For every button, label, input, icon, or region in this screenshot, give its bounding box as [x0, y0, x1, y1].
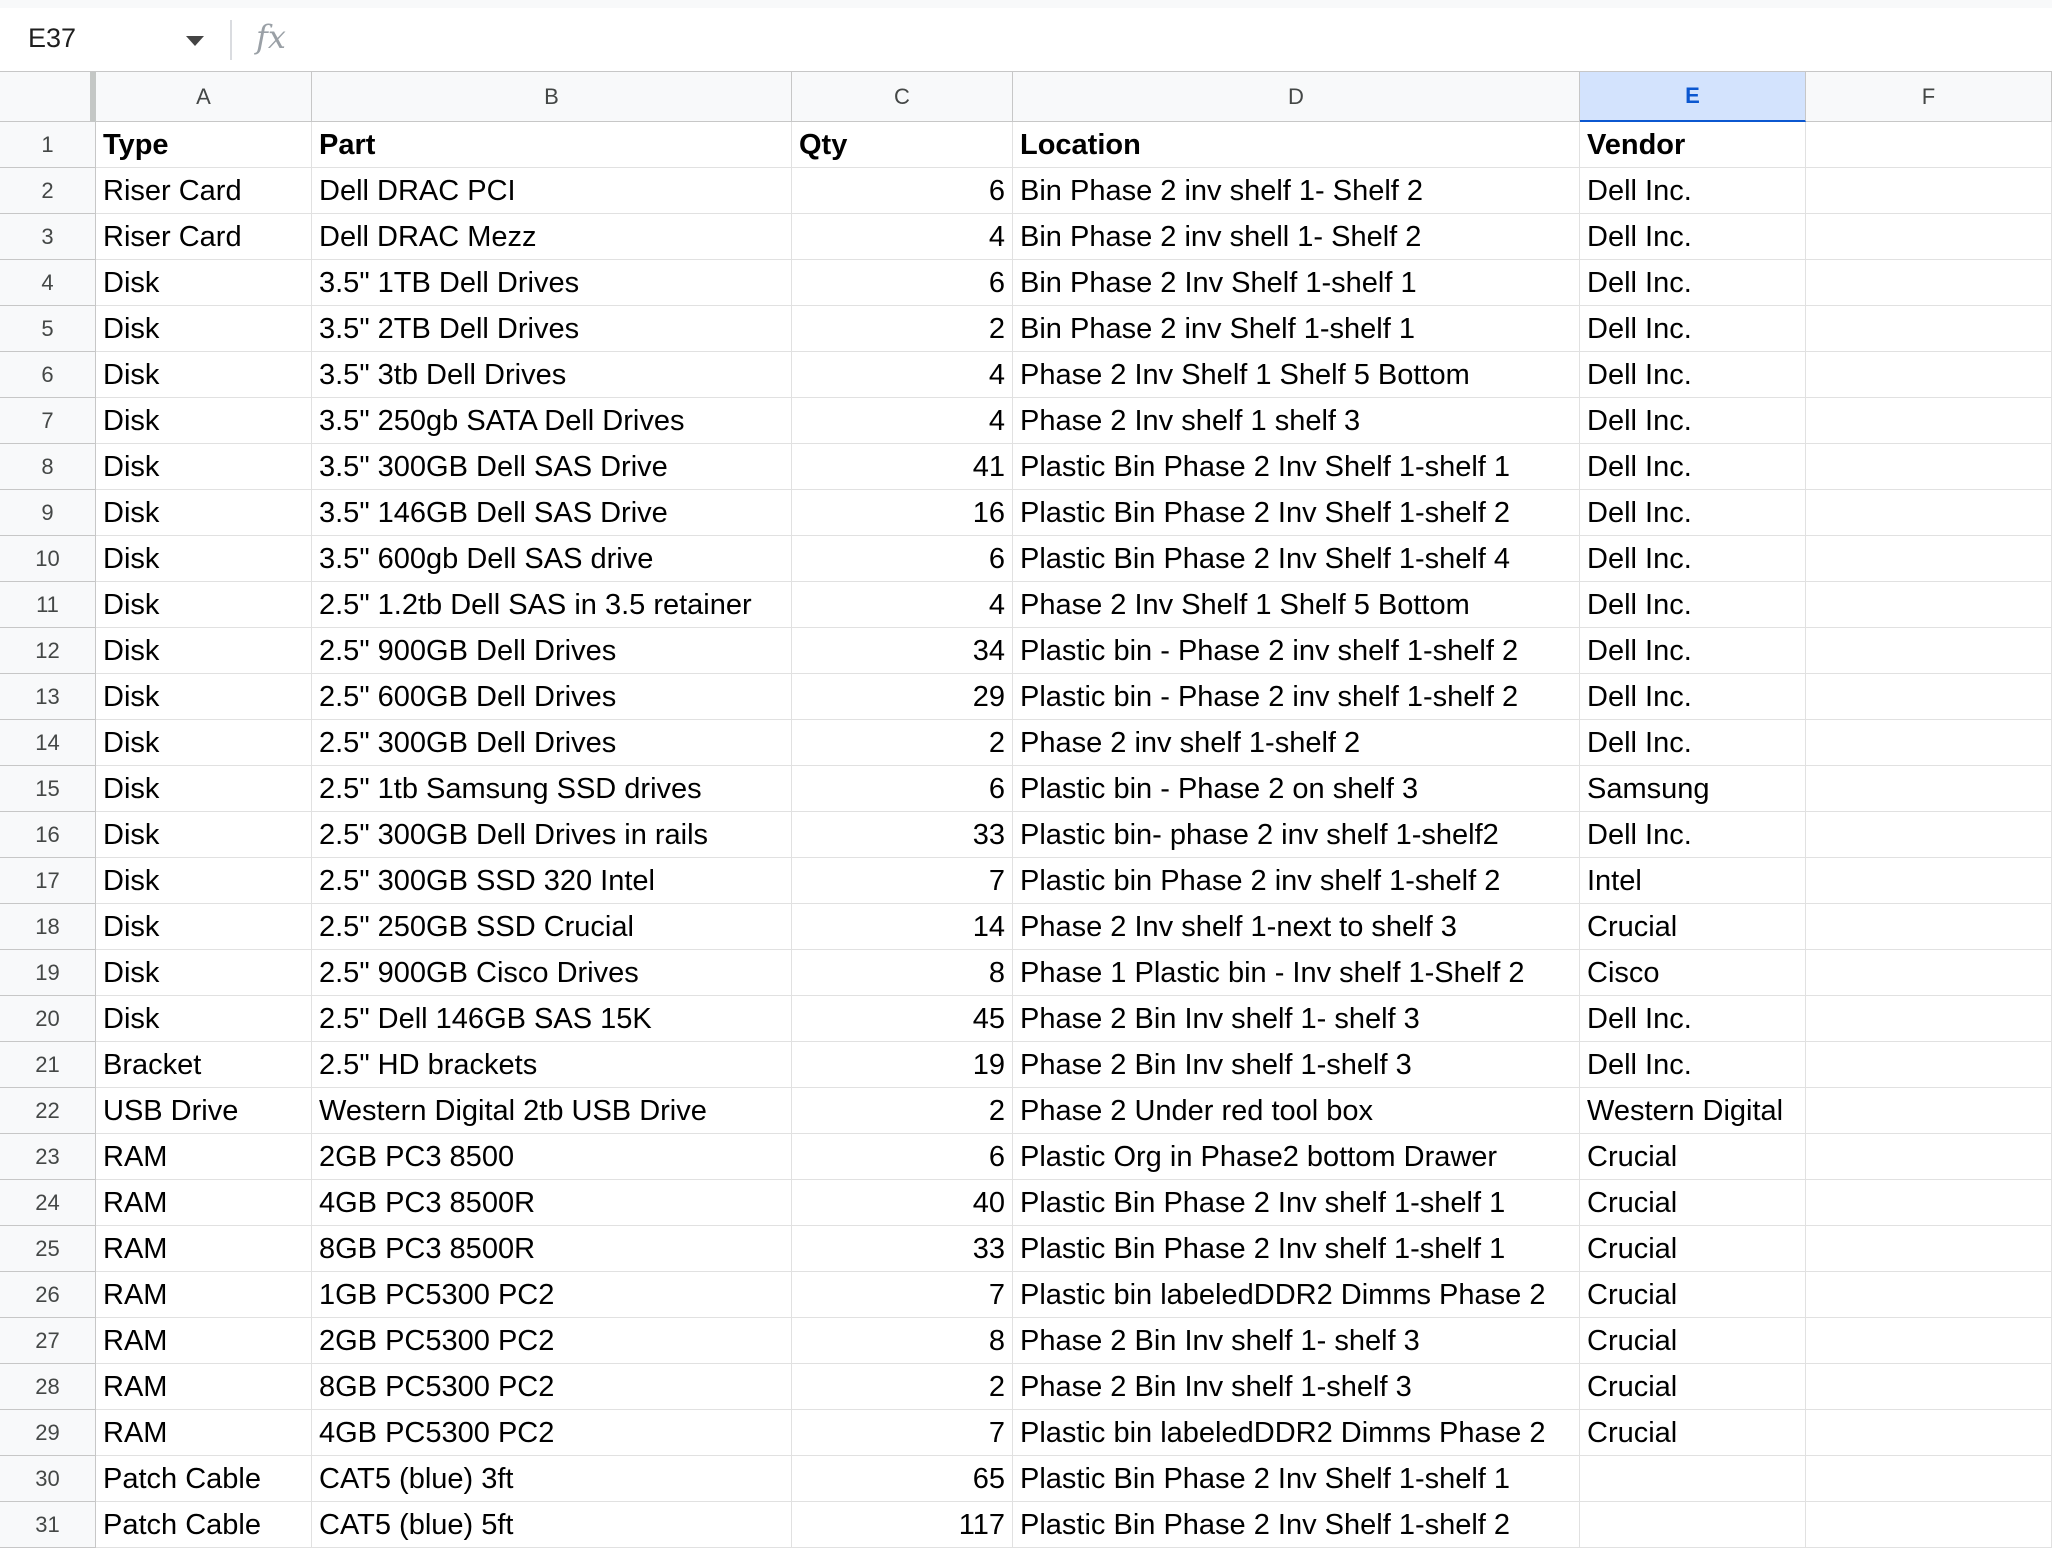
cell-empty[interactable] [1806, 1502, 2052, 1548]
cell-location[interactable]: Phase 2 Inv Shelf 1 Shelf 5 Bottom [1013, 352, 1580, 398]
row-header[interactable]: 1 [0, 122, 96, 168]
cell-qty[interactable]: 33 [792, 1226, 1013, 1272]
cell-empty[interactable] [1806, 1134, 2052, 1180]
row-header[interactable]: 11 [0, 582, 96, 628]
chevron-down-icon[interactable] [186, 36, 204, 46]
cell-empty[interactable] [1806, 398, 2052, 444]
cell-type[interactable]: Riser Card [96, 214, 312, 260]
cell-location[interactable]: Phase 2 inv shelf 1-shelf 2 [1013, 720, 1580, 766]
cell-empty[interactable] [1806, 1364, 2052, 1410]
cell-part[interactable]: 2GB PC5300 PC2 [312, 1318, 792, 1364]
cell-vendor[interactable]: Dell Inc. [1580, 536, 1806, 582]
cell-empty[interactable] [1806, 766, 2052, 812]
cell-location[interactable]: Bin Phase 2 inv shell 1- Shelf 2 [1013, 214, 1580, 260]
cell-vendor[interactable]: Crucial [1580, 1318, 1806, 1364]
cell-vendor[interactable]: Dell Inc. [1580, 260, 1806, 306]
cell-type[interactable]: RAM [96, 1134, 312, 1180]
table-row [0, 214, 2052, 260]
cell-part[interactable]: 2.5" 300GB SSD 320 Intel [312, 858, 792, 904]
cell-qty[interactable]: 4 [792, 582, 1013, 628]
cell-type[interactable]: Disk [96, 398, 312, 444]
cell-type[interactable]: Disk [96, 306, 312, 352]
cell-header-location[interactable]: Location [1013, 122, 1580, 168]
cell-type[interactable]: Disk [96, 582, 312, 628]
column-header-b[interactable]: B [312, 72, 792, 122]
cell-location[interactable]: Plastic bin - Phase 2 on shelf 3 [1013, 766, 1580, 812]
cell-part[interactable]: 3.5" 3tb Dell Drives [312, 352, 792, 398]
cell-part[interactable]: Dell DRAC PCI [312, 168, 792, 214]
cell-type[interactable]: Disk [96, 352, 312, 398]
cell-location[interactable]: Phase 2 Bin Inv shelf 1-shelf 3 [1013, 1364, 1580, 1410]
cell-type[interactable]: Disk [96, 858, 312, 904]
cell-qty[interactable]: 4 [792, 398, 1013, 444]
cell-empty[interactable] [1806, 352, 2052, 398]
formula-input[interactable] [312, 14, 2032, 62]
cell-empty[interactable] [1806, 1180, 2052, 1226]
cell-location[interactable]: Plastic bin Phase 2 inv shelf 1-shelf 2 [1013, 858, 1580, 904]
row-header[interactable]: 26 [0, 1272, 96, 1318]
cell-empty[interactable] [1806, 1042, 2052, 1088]
cell-type[interactable]: Patch Cable [96, 1502, 312, 1548]
row-header[interactable]: 9 [0, 490, 96, 536]
cell-vendor[interactable]: Dell Inc. [1580, 306, 1806, 352]
cell-qty[interactable]: 7 [792, 858, 1013, 904]
cell-empty[interactable] [1806, 214, 2052, 260]
table-row [0, 1134, 2052, 1180]
cell-part[interactable]: 2.5" 1.2tb Dell SAS in 3.5 retainer [312, 582, 792, 628]
cell-qty[interactable]: 6 [792, 1134, 1013, 1180]
table-row [0, 996, 2052, 1042]
cell-empty[interactable] [1806, 812, 2052, 858]
cell-location[interactable]: Phase 2 Bin Inv shelf 1- shelf 3 [1013, 1318, 1580, 1364]
cell-vendor[interactable]: Dell Inc. [1580, 582, 1806, 628]
cell-location[interactable]: Plastic Bin Phase 2 Inv Shelf 1-shelf 4 [1013, 536, 1580, 582]
cell-part[interactable]: 2.5" 300GB Dell Drives [312, 720, 792, 766]
cell-vendor[interactable]: Crucial [1580, 1410, 1806, 1456]
cell-qty[interactable]: 6 [792, 260, 1013, 306]
cell-location[interactable]: Phase 2 Bin Inv shelf 1- shelf 3 [1013, 996, 1580, 1042]
column-header-c[interactable]: C [792, 72, 1013, 122]
cell-part[interactable]: 2.5" 250GB SSD Crucial [312, 904, 792, 950]
cell-vendor[interactable]: Crucial [1580, 1226, 1806, 1272]
table-row [0, 582, 2052, 628]
row-header[interactable]: 27 [0, 1318, 96, 1364]
cell-empty[interactable] [1806, 720, 2052, 766]
cell-qty[interactable]: 8 [792, 1318, 1013, 1364]
toolbar-edge [0, 0, 2052, 8]
table-row [0, 1502, 2052, 1548]
table-row [0, 628, 2052, 674]
name-box[interactable] [0, 10, 218, 66]
cell-header-type[interactable]: Type [96, 122, 312, 168]
cell-part[interactable]: 2.5" 900GB Cisco Drives [312, 950, 792, 996]
cell-qty[interactable]: 16 [792, 490, 1013, 536]
cell-type[interactable]: RAM [96, 1364, 312, 1410]
table-row [0, 720, 2052, 766]
cell-part[interactable]: 3.5" 600gb Dell SAS drive [312, 536, 792, 582]
table-row [0, 168, 2052, 214]
cell-qty[interactable]: 19 [792, 1042, 1013, 1088]
cell-part[interactable]: 8GB PC3 8500R [312, 1226, 792, 1272]
cell-part[interactable]: 3.5" 1TB Dell Drives [312, 260, 792, 306]
cell-type[interactable]: Disk [96, 812, 312, 858]
row-header[interactable]: 30 [0, 1456, 96, 1502]
row-header[interactable]: 19 [0, 950, 96, 996]
cell-part[interactable]: 4GB PC5300 PC2 [312, 1410, 792, 1456]
cell-part[interactable]: 2.5" HD brackets [312, 1042, 792, 1088]
cell-location[interactable]: Plastic Bin Phase 2 Inv shelf 1-shelf 1 [1013, 1226, 1580, 1272]
cell-location[interactable]: Plastic bin - Phase 2 inv shelf 1-shelf 2 [1013, 628, 1580, 674]
row-header[interactable]: 10 [0, 536, 96, 582]
cell-type[interactable]: Disk [96, 628, 312, 674]
table-row [0, 1042, 2052, 1088]
cell-vendor[interactable]: Dell Inc. [1580, 674, 1806, 720]
cell-qty[interactable]: 8 [792, 950, 1013, 996]
table-row [0, 1226, 2052, 1272]
row-header[interactable]: 8 [0, 444, 96, 490]
fx-icon: fx [256, 18, 286, 56]
row-header[interactable]: 28 [0, 1364, 96, 1410]
table-row [0, 812, 2052, 858]
row-header[interactable]: 14 [0, 720, 96, 766]
cell-vendor[interactable]: Intel [1580, 858, 1806, 904]
cell-vendor[interactable]: Dell Inc. [1580, 490, 1806, 536]
row-header[interactable]: 5 [0, 306, 96, 352]
cell-type[interactable]: Disk [96, 766, 312, 812]
cell-vendor[interactable]: Samsung [1580, 766, 1806, 812]
cell-vendor[interactable]: Dell Inc. [1580, 352, 1806, 398]
row-header[interactable]: 21 [0, 1042, 96, 1088]
cell-vendor[interactable]: Dell Inc. [1580, 168, 1806, 214]
cell-part[interactable]: 2GB PC3 8500 [312, 1134, 792, 1180]
cell-vendor[interactable]: Crucial [1580, 1364, 1806, 1410]
cell-part[interactable]: 3.5" 2TB Dell Drives [312, 306, 792, 352]
cell-vendor[interactable]: Dell Inc. [1580, 996, 1806, 1042]
row-header[interactable]: 15 [0, 766, 96, 812]
cell-vendor[interactable]: Dell Inc. [1580, 214, 1806, 260]
table-row [0, 398, 2052, 444]
cell-location[interactable]: Plastic Bin Phase 2 Inv Shelf 1-shelf 1 [1013, 1456, 1580, 1502]
row-header[interactable]: 18 [0, 904, 96, 950]
cell-empty[interactable] [1806, 1410, 2052, 1456]
table-row [0, 1088, 2052, 1134]
cell-empty[interactable] [1806, 858, 2052, 904]
table-row [0, 1318, 2052, 1364]
cell-qty[interactable]: 2 [792, 1364, 1013, 1410]
cell-empty[interactable] [1806, 1226, 2052, 1272]
cell-type[interactable]: RAM [96, 1410, 312, 1456]
cell-type[interactable]: RAM [96, 1318, 312, 1364]
cell-location[interactable]: Phase 2 Inv Shelf 1 Shelf 5 Bottom [1013, 582, 1580, 628]
cell-location[interactable]: Plastic Bin Phase 2 Inv Shelf 1-shelf 2 [1013, 490, 1580, 536]
cell-part[interactable]: 2.5" 1tb Samsung SSD drives [312, 766, 792, 812]
cell-location[interactable]: Phase 2 Under red tool box [1013, 1088, 1580, 1134]
column-header-e[interactable]: E [1580, 72, 1806, 122]
table-row [0, 260, 2052, 306]
cell-part[interactable]: 3.5" 250gb SATA Dell Drives [312, 398, 792, 444]
column-header-row [96, 72, 2052, 122]
cell-header-qty[interactable]: Qty [792, 122, 1013, 168]
cell-type[interactable]: Disk [96, 490, 312, 536]
cell-part[interactable]: 3.5" 146GB Dell SAS Drive [312, 490, 792, 536]
cell-qty[interactable]: 41 [792, 444, 1013, 490]
formula-bar [0, 0, 2052, 72]
cell-part[interactable]: 4GB PC3 8500R [312, 1180, 792, 1226]
row-header[interactable]: 20 [0, 996, 96, 1042]
cell-qty[interactable]: 117 [792, 1502, 1013, 1548]
cell-part[interactable]: Western Digital 2tb USB Drive [312, 1088, 792, 1134]
cell-type[interactable]: Disk [96, 674, 312, 720]
cell-location[interactable]: Plastic bin labeledDDR2 Dimms Phase 2 [1013, 1410, 1580, 1456]
cell-part[interactable]: CAT5 (blue) 3ft [312, 1456, 792, 1502]
row-header[interactable]: 31 [0, 1502, 96, 1548]
table-row [0, 766, 2052, 812]
cell-qty[interactable]: 4 [792, 214, 1013, 260]
cell-vendor[interactable]: Cisco [1580, 950, 1806, 996]
cell-empty[interactable] [1806, 950, 2052, 996]
cell-location[interactable]: Phase 1 Plastic bin - Inv shelf 1-Shelf 2 [1013, 950, 1580, 996]
table-row [0, 858, 2052, 904]
row-header[interactable]: 24 [0, 1180, 96, 1226]
cell-vendor[interactable]: Dell Inc. [1580, 812, 1806, 858]
cell-type[interactable]: RAM [96, 1226, 312, 1272]
table-row [0, 950, 2052, 996]
cell-empty[interactable] [1806, 444, 2052, 490]
cell-location[interactable]: Bin Phase 2 Inv Shelf 1-shelf 1 [1013, 260, 1580, 306]
row-header[interactable]: 22 [0, 1088, 96, 1134]
cell-qty[interactable]: 34 [792, 628, 1013, 674]
cell-location[interactable]: Plastic bin- phase 2 inv shelf 1-shelf2 [1013, 812, 1580, 858]
cell-qty[interactable]: 7 [792, 1410, 1013, 1456]
column-header-d[interactable]: D [1013, 72, 1580, 122]
table-row [0, 1180, 2052, 1226]
cell-location[interactable]: Phase 2 Inv shelf 1-next to shelf 3 [1013, 904, 1580, 950]
cell-location[interactable]: Plastic Bin Phase 2 Inv shelf 1-shelf 1 [1013, 1180, 1580, 1226]
cell-location[interactable]: Plastic Bin Phase 2 Inv Shelf 1-shelf 2 [1013, 1502, 1580, 1548]
column-header-f[interactable]: F [1806, 72, 2052, 122]
cell-header-vendor[interactable]: Vendor [1580, 122, 1806, 168]
row-header[interactable]: 6 [0, 352, 96, 398]
table-row [0, 1410, 2052, 1456]
cell-vendor[interactable]: Dell Inc. [1580, 628, 1806, 674]
cell-qty[interactable]: 2 [792, 306, 1013, 352]
column-header-a[interactable]: A [96, 72, 312, 122]
cell-empty[interactable] [1806, 1318, 2052, 1364]
cell-empty[interactable] [1806, 490, 2052, 536]
cell-vendor[interactable] [1580, 1456, 1806, 1502]
row-header[interactable]: 2 [0, 168, 96, 214]
cell-type[interactable]: RAM [96, 1272, 312, 1318]
formula-bar-divider [230, 20, 232, 60]
cell-qty[interactable]: 40 [792, 1180, 1013, 1226]
cell-header-part[interactable]: Part [312, 122, 792, 168]
cell-empty[interactable] [1806, 674, 2052, 720]
cell-location[interactable]: Phase 2 Inv shelf 1 shelf 3 [1013, 398, 1580, 444]
cell-location[interactable]: Phase 2 Bin Inv shelf 1-shelf 3 [1013, 1042, 1580, 1088]
cell-empty[interactable] [1806, 1272, 2052, 1318]
cell-qty[interactable]: 6 [792, 168, 1013, 214]
cell-part[interactable]: CAT5 (blue) 5ft [312, 1502, 792, 1548]
cell-qty[interactable]: 7 [792, 1272, 1013, 1318]
cell-empty[interactable] [1806, 628, 2052, 674]
cell-location[interactable]: Plastic Bin Phase 2 Inv Shelf 1-shelf 1 [1013, 444, 1580, 490]
cell-part[interactable]: 2.5" Dell 146GB SAS 15K [312, 996, 792, 1042]
cell-location[interactable]: Bin Phase 2 inv shelf 1- Shelf 2 [1013, 168, 1580, 214]
cell-type[interactable]: Disk [96, 260, 312, 306]
cell-vendor[interactable]: Dell Inc. [1580, 1042, 1806, 1088]
cell-empty[interactable] [1806, 1088, 2052, 1134]
cell-qty[interactable]: 4 [792, 352, 1013, 398]
cell-type[interactable]: Disk [96, 536, 312, 582]
table-row [0, 306, 2052, 352]
cell-qty[interactable]: 29 [792, 674, 1013, 720]
cell-type[interactable]: Disk [96, 904, 312, 950]
table-row [0, 122, 2052, 168]
cell-type[interactable]: Riser Card [96, 168, 312, 214]
cell-empty[interactable] [1806, 1456, 2052, 1502]
row-header[interactable]: 25 [0, 1226, 96, 1272]
cell-type[interactable]: Bracket [96, 1042, 312, 1088]
cell-qty[interactable]: 2 [792, 720, 1013, 766]
table-row [0, 490, 2052, 536]
cell-vendor[interactable]: Crucial [1580, 904, 1806, 950]
row-header[interactable]: 7 [0, 398, 96, 444]
cell-part[interactable]: 8GB PC5300 PC2 [312, 1364, 792, 1410]
cell-part[interactable]: 2.5" 600GB Dell Drives [312, 674, 792, 720]
cell-part[interactable]: 1GB PC5300 PC2 [312, 1272, 792, 1318]
table-row [0, 352, 2052, 398]
cell-qty[interactable]: 45 [792, 996, 1013, 1042]
table-row [0, 904, 2052, 950]
row-header[interactable]: 3 [0, 214, 96, 260]
cell-vendor[interactable]: Crucial [1580, 1134, 1806, 1180]
cell-empty[interactable] [1806, 122, 2052, 168]
cell-empty[interactable] [1806, 168, 2052, 214]
cell-type[interactable]: USB Drive [96, 1088, 312, 1134]
table-row [0, 536, 2052, 582]
name-box-value: E37 [28, 22, 77, 53]
row-header[interactable]: 13 [0, 674, 96, 720]
cell-empty[interactable] [1806, 536, 2052, 582]
cell-vendor[interactable]: Crucial [1580, 1272, 1806, 1318]
cell-qty[interactable]: 6 [792, 766, 1013, 812]
cell-qty[interactable]: 14 [792, 904, 1013, 950]
cell-qty[interactable]: 65 [792, 1456, 1013, 1502]
cell-location[interactable]: Bin Phase 2 inv Shelf 1-shelf 1 [1013, 306, 1580, 352]
table-row [0, 1272, 2052, 1318]
cell-qty[interactable]: 2 [792, 1088, 1013, 1134]
cell-type[interactable]: Disk [96, 444, 312, 490]
cell-type[interactable]: Patch Cable [96, 1456, 312, 1502]
cell-type[interactable]: Disk [96, 996, 312, 1042]
cell-part[interactable]: Dell DRAC Mezz [312, 214, 792, 260]
cell-part[interactable]: 3.5" 300GB Dell SAS Drive [312, 444, 792, 490]
cell-empty[interactable] [1806, 904, 2052, 950]
cell-qty[interactable]: 6 [792, 536, 1013, 582]
table-row [0, 674, 2052, 720]
cell-vendor[interactable] [1580, 1502, 1806, 1548]
row-header[interactable]: 12 [0, 628, 96, 674]
select-all-corner[interactable] [0, 72, 96, 122]
row-header[interactable]: 16 [0, 812, 96, 858]
spreadsheet-grid [0, 72, 2052, 1558]
cell-type[interactable]: RAM [96, 1180, 312, 1226]
cell-location[interactable]: Plastic bin - Phase 2 inv shelf 1-shelf 2 [1013, 674, 1580, 720]
cell-empty[interactable] [1806, 306, 2052, 352]
cell-empty[interactable] [1806, 582, 2052, 628]
cell-vendor[interactable]: Dell Inc. [1580, 398, 1806, 444]
cell-part[interactable]: 2.5" 900GB Dell Drives [312, 628, 792, 674]
cell-type[interactable]: Disk [96, 950, 312, 996]
cell-vendor[interactable]: Dell Inc. [1580, 720, 1806, 766]
table-row [0, 1364, 2052, 1410]
row-header[interactable]: 17 [0, 858, 96, 904]
cell-vendor[interactable]: Dell Inc. [1580, 444, 1806, 490]
row-header[interactable]: 4 [0, 260, 96, 306]
cell-vendor[interactable]: Western Digital [1580, 1088, 1806, 1134]
table-row [0, 444, 2052, 490]
cell-qty[interactable]: 33 [792, 812, 1013, 858]
cell-part[interactable]: 2.5" 300GB Dell Drives in rails [312, 812, 792, 858]
cell-location[interactable]: Plastic bin labeledDDR2 Dimms Phase 2 [1013, 1272, 1580, 1318]
table-row [0, 1456, 2052, 1502]
cell-type[interactable]: Disk [96, 720, 312, 766]
cell-vendor[interactable]: Crucial [1580, 1180, 1806, 1226]
cell-empty[interactable] [1806, 996, 2052, 1042]
row-header[interactable]: 29 [0, 1410, 96, 1456]
row-header[interactable]: 23 [0, 1134, 96, 1180]
cell-location[interactable]: Plastic Org in Phase2 bottom Drawer [1013, 1134, 1580, 1180]
cell-empty[interactable] [1806, 260, 2052, 306]
